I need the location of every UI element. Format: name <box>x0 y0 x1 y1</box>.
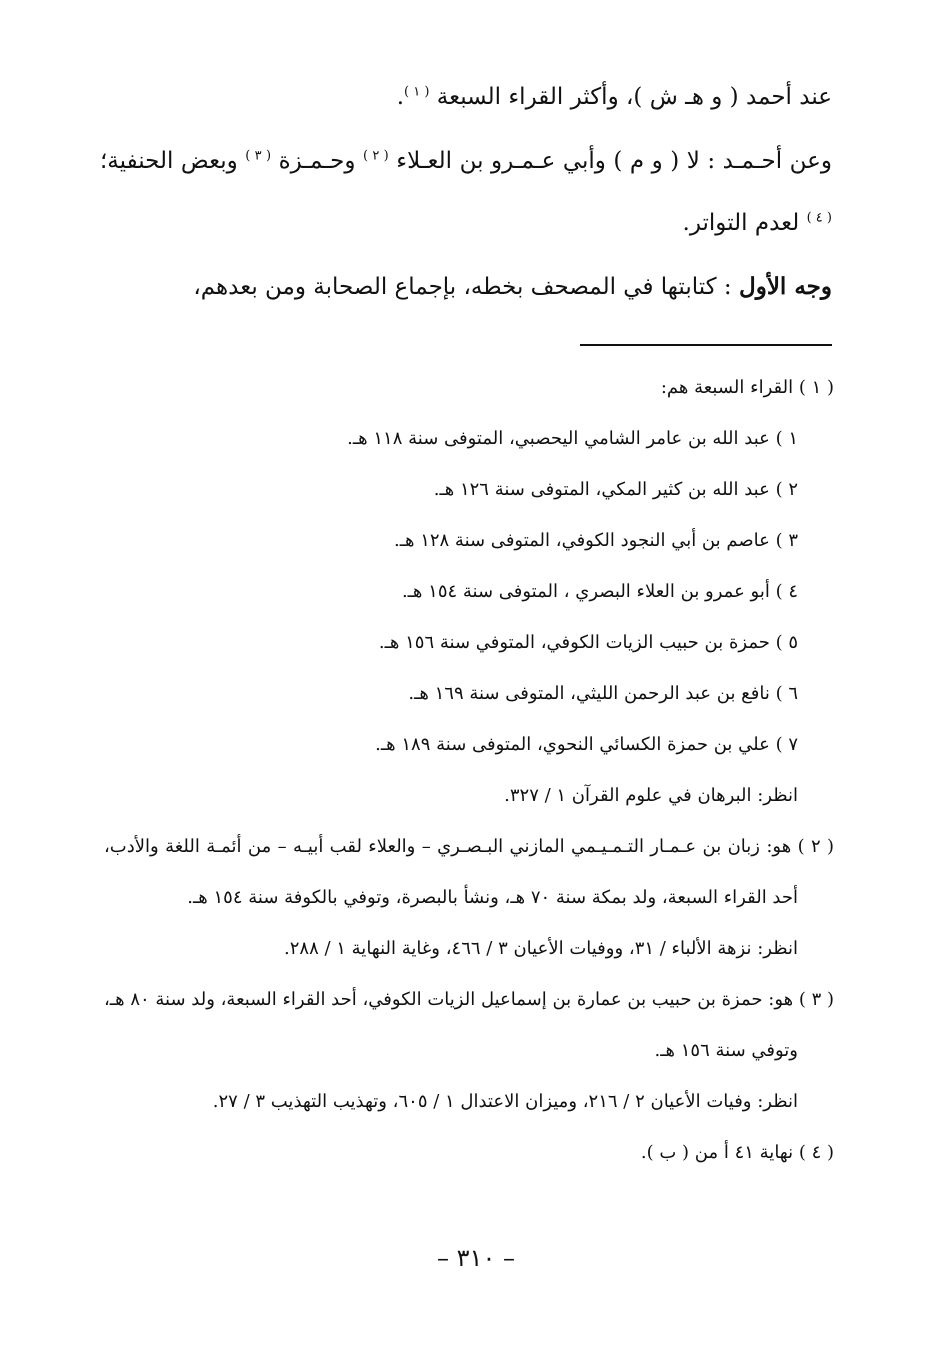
section-heading-inline: وجه الأول <box>739 273 832 300</box>
footnote-ref-2[interactable]: ( ٢ ) <box>362 148 389 164</box>
footnote-3-reference: انظر: وفيات الأعيان ٢ / ٢١٦، وميزان الاعتدال ١ / ٦٠٥، وتهذيب التهذيب ٣ / ٢٧. <box>212 1091 798 1112</box>
reciter-item-2: ٢ ) عبد الله بن كثير المكي، المتوفى سنة ١٢٦ هـ. <box>433 479 798 500</box>
page-number: – ٣١٠ – <box>437 1244 515 1272</box>
footnote-4: ( ٤ ) نهاية ٤١ أ من ( ب ). <box>640 1142 834 1163</box>
paragraph-2-text-b: وحـمـزة <box>271 148 363 174</box>
footnote-2: ( ٢ ) هو: زبان بن عـمـار التـمـيـمي المازني البـصـري – والعلاء لقب أبيـه – من أئمـة اللغة والأدب، أحد القراء السبعة، ولد بمكة سنة ٧٠ هـ، ونشأ بالبصرة، وتوفي بالكوفة سنة ١٥٤ هـ. <box>104 836 835 908</box>
reciter-item-6: ٦ ) نافع بن عبد الرحمن الليثي، المتوفى سنة ١٦٩ هـ. <box>408 683 798 704</box>
paragraph-2 <box>100 130 832 254</box>
main-text <box>100 66 832 318</box>
footnote-1-title: ( ١ ) القراء السبعة هم: <box>660 377 834 398</box>
reciter-item-3: ٣ ) عاصم بن أبي النجود الكوفي، المتوفى سنة ١٢٨ هـ. <box>393 530 798 551</box>
reciter-item-4: ٤ ) أبو عمرو بن العلاء البصري ، المتوفى سنة ١٥٤ هـ. <box>401 581 798 602</box>
footnote-ref-1[interactable]: ( ١ ) <box>404 84 430 100</box>
reciter-item-5: ٥ ) حمزة بن حبيب الزيات الكوفي، المتوفي سنة ١٥٦ هـ. <box>378 632 798 653</box>
paragraph-3 <box>100 256 832 318</box>
paragraph-1-end: . <box>396 84 405 110</box>
paragraph-2-text-d: لعدم التواتر. <box>682 210 807 236</box>
footnote-separator <box>580 344 832 346</box>
footnote-2-reference: انظر: نزهة الألباء / ٣١، ووفيات الأعيان ٣ / ٤٦٦، وغاية النهاية ١ / ٢٨٨. <box>284 938 798 959</box>
paragraph-1 <box>100 66 832 128</box>
paragraph-2-text-c: وبعض الحنفية؛ <box>100 148 246 174</box>
footnote-ref-4[interactable]: ( ٤ ) <box>806 210 832 226</box>
paragraph-3-text: : كتابتها في المصحف بخطه، بإجماع الصحابة ومن بعدهم، <box>193 274 739 300</box>
footnotes <box>104 362 834 1178</box>
footnote-3: ( ٣ ) هو: حمزة بن حبيب بن عمارة بن إسماعيل الزيات الكوفي، أحد القراء السبعة، ولد سنة ٨٠ هـ، وتوفي سنة ١٥٦ هـ. <box>104 989 835 1061</box>
footnote-1-reference: انظر: البرهان في علوم القرآن ١ / ٣٢٧. <box>504 785 798 806</box>
footnote-ref-3[interactable]: ( ٣ ) <box>245 148 272 164</box>
paragraph-1-text: عند أحمد ( و هـ ش )، وأكثر القراء السبعة <box>429 84 832 110</box>
reciter-item-1: ١ ) عبد الله بن عامر الشامي اليحصبي، المتوفى سنة ١١٨ هـ. <box>347 428 798 449</box>
reciter-item-7: ٧ ) علي بن حمزة الكسائي النحوي، المتوفى سنة ١٨٩ هـ. <box>375 734 798 755</box>
paragraph-2-text-a: وعن أحـمـد : لا ( و م ) وأبي عـمـرو بن العـلاء <box>388 148 832 174</box>
